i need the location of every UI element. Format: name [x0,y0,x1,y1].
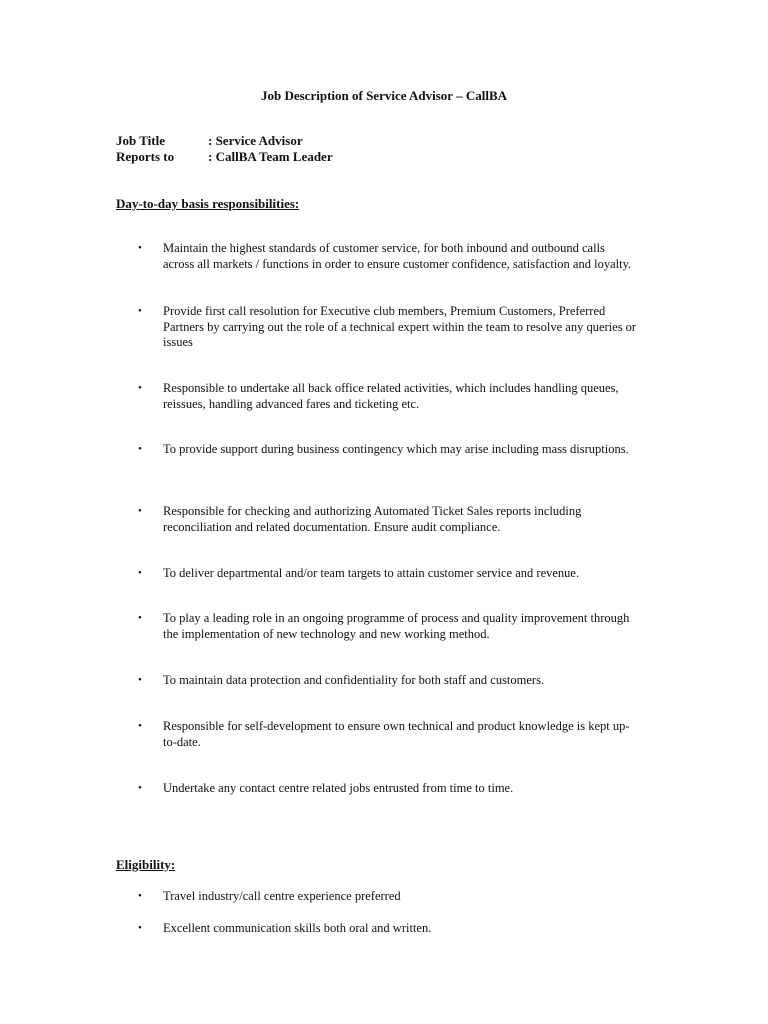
responsibility-item [138,304,638,351]
eligibility-heading: Eligibility: [116,857,176,872]
eligibility-text: Excellent communication skills both oral and written. [163,921,432,935]
responsibility-item [138,381,638,412]
responsibility-item [138,719,638,750]
bullet-icon: • [138,305,142,317]
responsibility-item [138,442,638,458]
bullet-icon: • [138,612,142,624]
job-title-row [116,133,303,149]
responsibility-text: Provide first call resolution for Executive club members, Premium Customers, Preferred Partners by carrying out the role of a technical expert within the team to resolve any queries or issues [163,304,637,349]
eligibility-item [138,889,638,905]
responsibility-item [138,781,638,797]
responsibility-text: Maintain the highest standards of customer service, for both inbound and outbound calls across all markets / functions in order to ensure customer confidence, satisfaction and loyalty. [163,241,632,271]
job-title-value: : Service Advisor [208,133,303,148]
bullet-icon: • [138,674,142,686]
reports-to-row [116,149,333,165]
reports-to-value: : CallBA Team Leader [208,149,333,164]
responsibility-text: To provide support during business contingency which may arise including mass disruptions. [163,442,629,456]
bullet-icon: • [138,443,142,455]
eligibility-item [138,921,638,937]
responsibility-item [138,241,638,272]
responsibility-text: Responsible to undertake all back office related activities, which includes handling queues, reissues, handling advanced fares and ticketing etc. [163,381,619,411]
responsibility-text: Undertake any contact centre related jobs entrusted from time to time. [163,781,514,795]
bullet-icon: • [138,782,142,794]
bullet-icon: • [138,890,142,902]
job-title-label: Job Title [116,133,166,148]
responsibility-text: Responsible for self-development to ensure own technical and product knowledge is kept up-to-date. [163,719,630,749]
responsibility-text: To deliver departmental and/or team targets to attain customer service and revenue. [163,566,580,580]
reports-to-label: Reports to [116,149,175,164]
responsibilities-heading: Day-to-day basis responsibilities: [116,196,300,211]
bullet-icon: • [138,720,142,732]
bullet-icon: • [138,242,142,254]
responsibility-text: To play a leading role in an ongoing programme of process and quality improvement through the implementation of new technology and new working method. [163,611,630,641]
bullet-icon: • [138,567,142,579]
responsibility-item [138,611,638,642]
bullet-icon: • [138,505,142,517]
responsibility-item [138,504,638,535]
eligibility-text: Travel industry/call centre experience preferred [163,889,401,903]
responsibility-item [138,673,638,689]
bullet-icon: • [138,382,142,394]
bullet-icon: • [138,922,142,934]
document-title: Job Description of Service Advisor – CallBA [260,88,508,103]
responsibility-text: To maintain data protection and confidentiality for both staff and customers. [163,673,545,687]
responsibility-text: Responsible for checking and authorizing Automated Ticket Sales reports including reconciliation and related documentation. Ensure audit compliance. [163,504,582,534]
responsibility-item [138,566,638,582]
